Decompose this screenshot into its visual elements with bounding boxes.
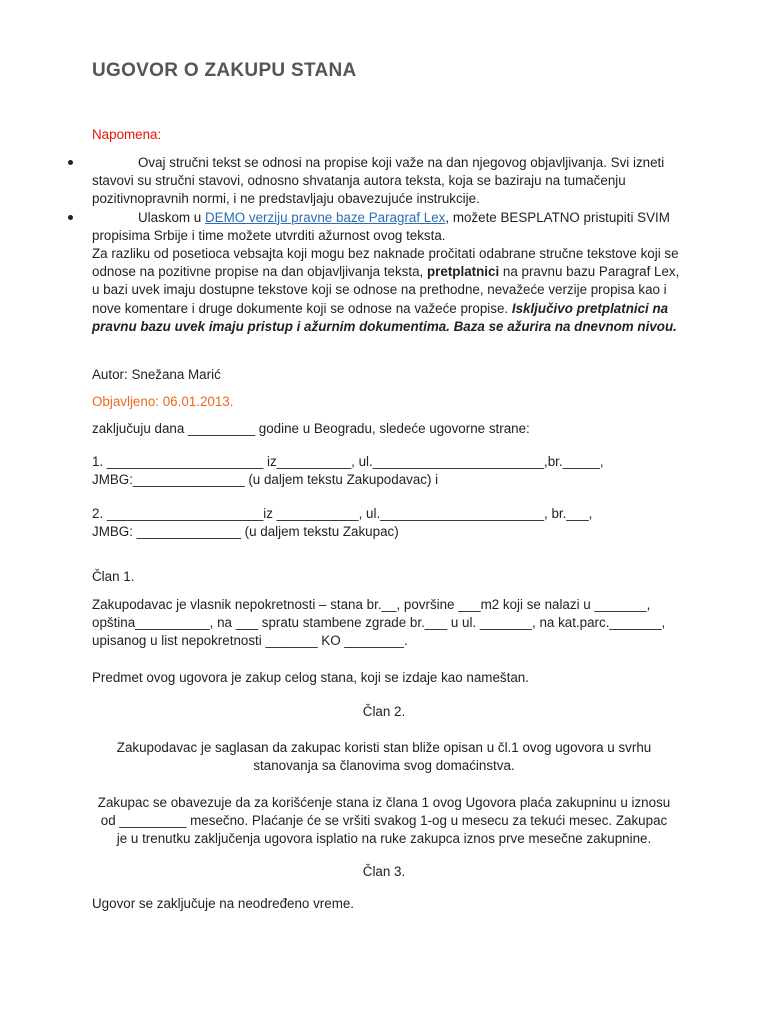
bold-subscribers: pretplatnici — [427, 264, 500, 280]
clan2-p2-line3: je u trenutku zaključenja ugovora isplatio na ruke zakupca iznos prve mesečne zakupnine. — [116, 831, 652, 846]
note-bullet-list — [64, 154, 684, 336]
clan2-p1-line2: stanovanja sa članovima svog domaćinstva. — [253, 758, 515, 773]
party2-line2: JMBG: ______________ (u daljem tekstu Zakupac) — [92, 524, 399, 539]
subject-line: Predmet ovog ugovora je zakup celog stana, koji se izdaje kao nameštan. — [92, 670, 529, 685]
list-item — [64, 154, 684, 209]
intro-line: zaključuju dana _________ godine u Beogradu, sledeće ugovorne strane: — [92, 421, 530, 436]
demo-link[interactable]: DEMO verziju pravne baze Paragraf Lex — [204, 209, 446, 225]
party2-line1: 2. _____________________iz ___________, ul.______________________, br.___, — [92, 506, 593, 521]
clan3-text: Ugovor se zaključuje na neodređeno vreme. — [92, 896, 355, 911]
clan1-line3: upisanog u list nepokretnosti _______ KO ________. — [92, 633, 408, 648]
clan2-p2-line2: od _________ mesečno. Plaćanje će se vršiti svakog 1-og u mesecu za tekući mesec. Zakupac — [100, 813, 668, 828]
clan1-line2: opština__________, na ___ spratu stambene zgrade br.___ u ul. _______, na kat.parc._______, — [92, 615, 666, 630]
party1-line2: JMBG:_______________ (u daljem tekstu Zakupodavac) i — [92, 472, 439, 487]
disclaimer-text: Ovaj stručni tekst se odnosi na propise koji važe na dan njegovog objavljivanja. Svi izneti stavovi su stručni stavovi, odnosno shvatanja autora teksta, koja se baziraju na tumačenju pozitivnopravnih normi, i ne predstavljaju obavezujuće instrukcije. — [92, 155, 665, 207]
clan1-line1: Zakupodavac je vlasnik nepokretnosti – stana br.__, površine ___m2 koji se nalazi u _______, — [92, 597, 651, 612]
clan3-heading: Član 3. — [362, 864, 406, 879]
clan2-heading: Član 2. — [362, 704, 406, 719]
author-line: Autor: Snežana Marić — [92, 367, 221, 382]
clan1-heading: Član 1. — [92, 569, 135, 584]
document-title: UGOVOR O ZAKUPU STANA — [92, 60, 357, 81]
bullet-icon — [68, 215, 73, 220]
bullet2-prefix: Ulaskom u — [138, 209, 205, 225]
party1-line1: 1. _____________________ iz__________, ul._______________________,br._____, — [92, 454, 604, 469]
bullet2-paragraph-start: Za razliku od posetioca vebsajta koji mogu bez naknade pročitati odabrane stručne tekstove koji se odnose na pozitivne propise na dan objavljivanja teksta, — [92, 246, 679, 280]
clan2-p2-line1: Zakupac se obavezuje da za korišćenje stana iz člana 1 ovog Ugovora plaća zakupninu u iznosu — [97, 795, 671, 810]
bullet2-paragraph-rest: na pravnu bazu Paragraf Lex, u bazi uvek imaju dostupne tekstove koji se odnose na prethodne, nevažeće verzije propisa kao i nove komentare i druge dokumente koji se odnose na važeće propise. — [92, 264, 680, 316]
list-item — [64, 209, 684, 336]
bullet2-after-link: , možete BESPLATNO pristupiti SVIM propisima Srbije i time možete utvrditi ažurnost ovog teksta. — [92, 209, 670, 243]
bullet-icon — [68, 160, 73, 165]
bold-italic-note: Isključivo pretplatnici na pravnu bazu uvek imaju pristup i ažurnim dokumentima. Baza se ažurira na dnevnom nivou. — [92, 300, 677, 334]
clan2-p1-line1: Zakupodavac je saglasan da zakupac koristi stan bliže opisan u čl.1 ovog ugovora u svrhu — [116, 740, 652, 755]
note-label: Napomena: — [92, 127, 162, 142]
published-date: Objavljeno: 06.01.2013. — [92, 394, 234, 409]
